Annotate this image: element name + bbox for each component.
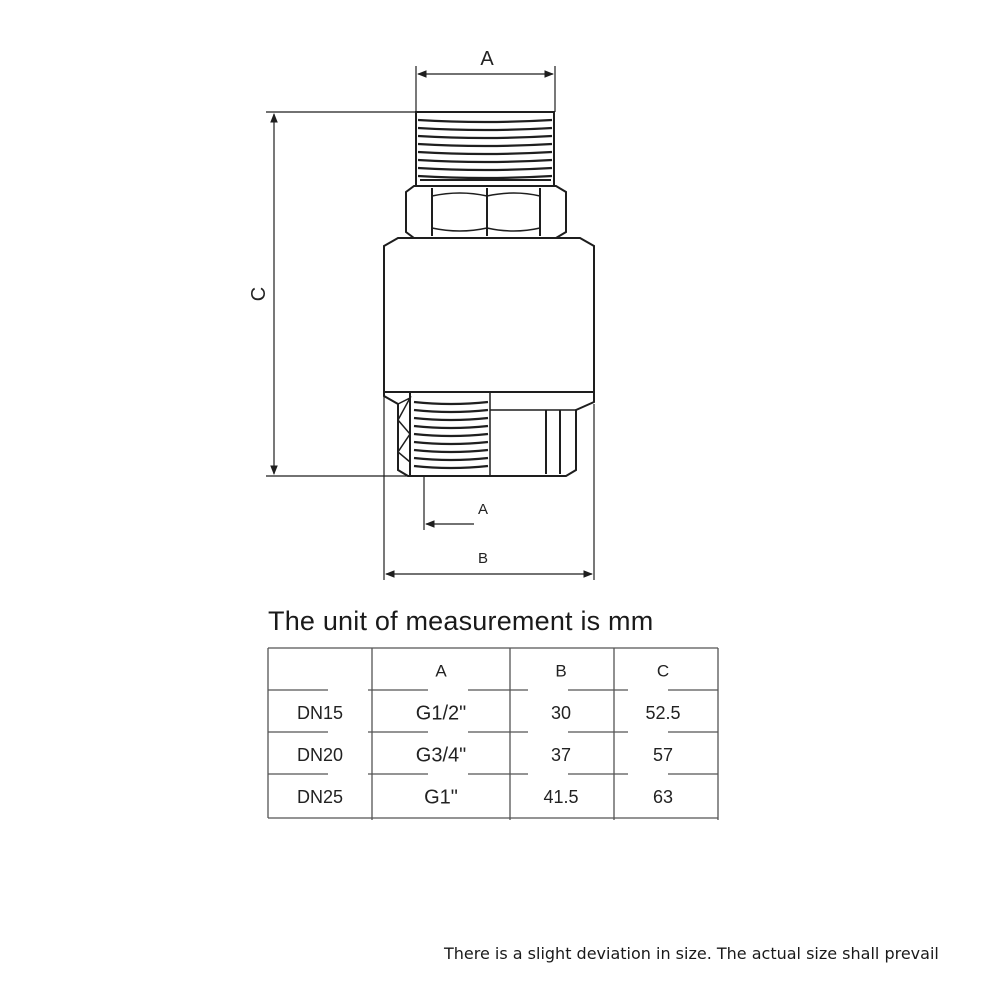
unit-note: The unit of measurement is mm xyxy=(268,606,654,636)
dimension-c-label: C xyxy=(248,286,270,302)
top-thread xyxy=(416,112,554,186)
table-row-label: DN20 xyxy=(296,744,344,765)
dimension-table xyxy=(0,640,1001,820)
dimension-a-bottom-label: A xyxy=(477,501,489,518)
dimension-a-bottom xyxy=(424,476,474,530)
table-header-cell: A xyxy=(435,661,447,681)
table-cell: G1/2" xyxy=(415,702,467,725)
table-cell: G1" xyxy=(424,786,458,809)
main-body xyxy=(384,238,594,392)
table-row-label: DN15 xyxy=(296,702,344,723)
table-cell: 37 xyxy=(550,744,572,765)
table-row-label: DN25 xyxy=(296,786,344,807)
table-header-cell: B xyxy=(555,661,567,681)
dimension-a-top-label: A xyxy=(480,48,494,70)
table-cell: 30 xyxy=(550,702,572,723)
table-cell: 57 xyxy=(652,744,674,765)
deviation-note: There is a slight deviation in size. The actual size shall prevail xyxy=(444,944,939,963)
table-cell: 52.5 xyxy=(645,702,681,723)
lower-hex-section xyxy=(384,392,594,476)
dimension-b-label: B xyxy=(477,550,489,567)
table-cell: 41.5 xyxy=(543,786,579,807)
hex-nut xyxy=(406,186,566,238)
dimension-a-top xyxy=(416,66,555,112)
table-header-cell: C xyxy=(656,661,670,681)
table-cell: G3/4" xyxy=(415,744,467,767)
table-cell: 63 xyxy=(652,786,674,807)
